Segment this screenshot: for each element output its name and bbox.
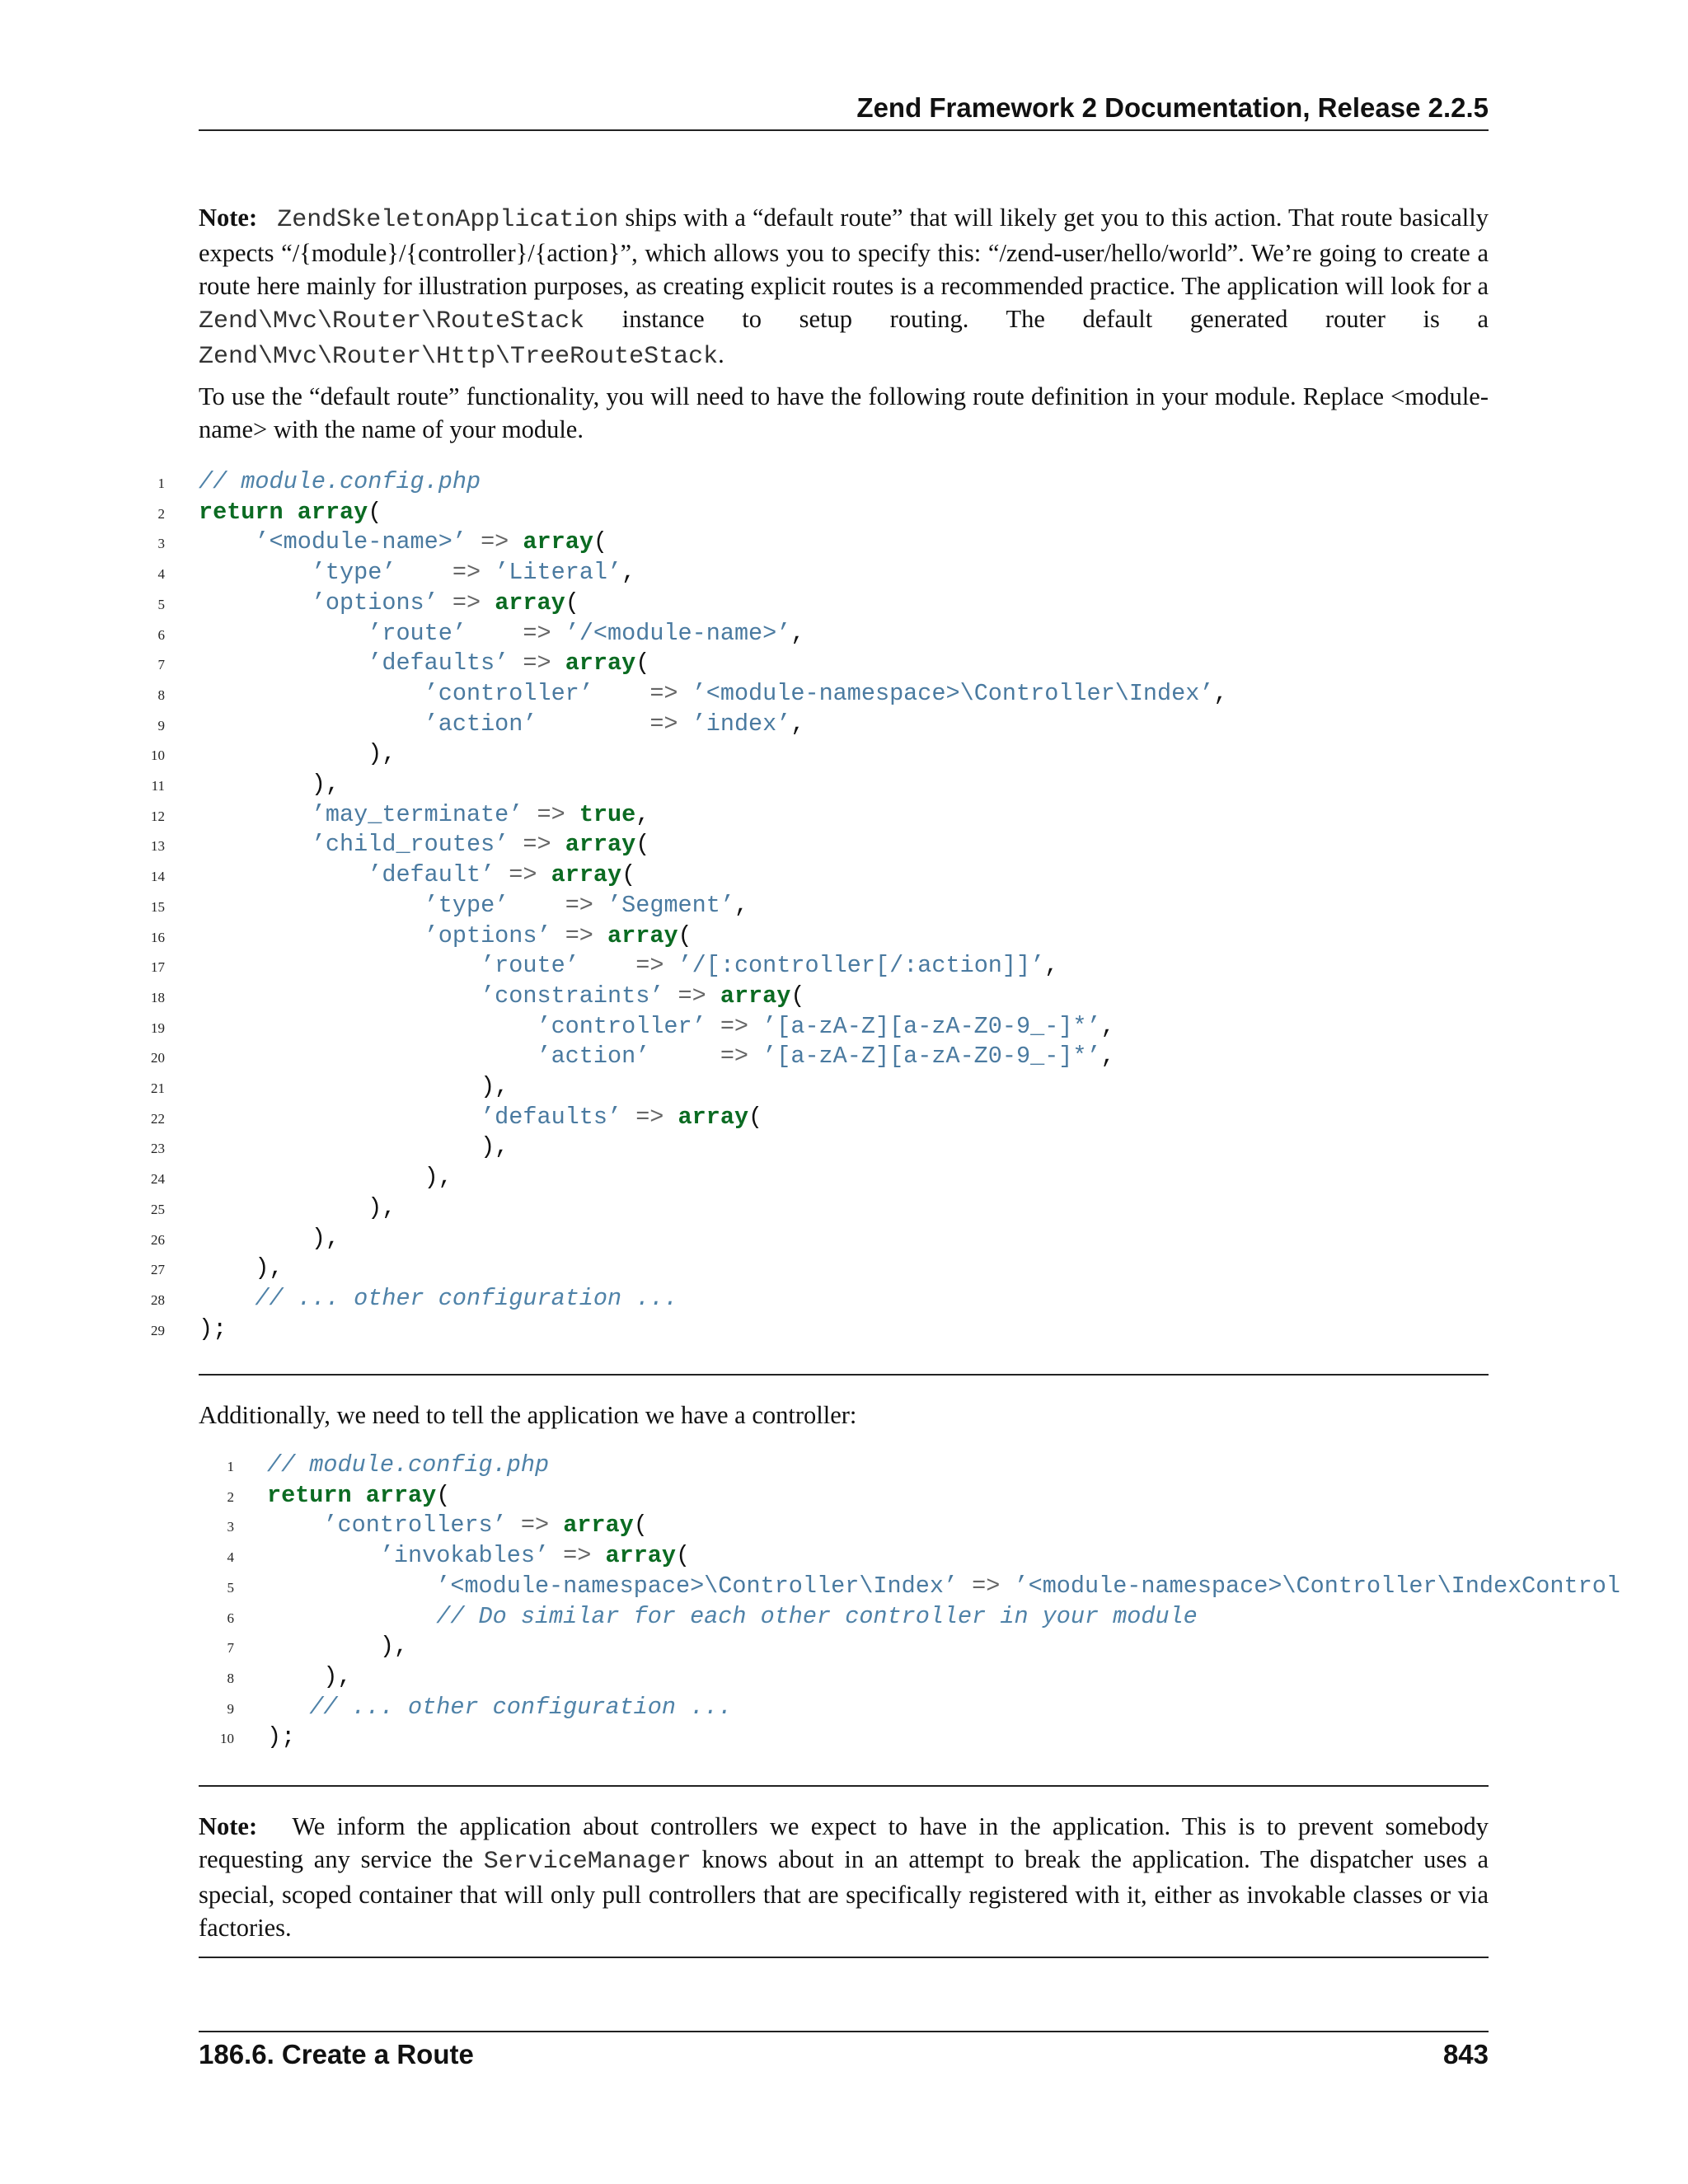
line-number: 5 <box>157 596 165 612</box>
code-text: // ... other configuration ... <box>309 1693 733 1721</box>
code-text: ’constraints’ => array( <box>481 982 805 1010</box>
code-text: ’invokables’ => array( <box>379 1542 691 1570</box>
line-number: 2 <box>227 1488 234 1505</box>
line-number: 9 <box>157 717 165 733</box>
code-text: // Do similar for each other controller in your module <box>436 1602 1198 1630</box>
code-text: ’defaults’ => array( <box>368 649 650 677</box>
code-text: ’route’ => ’/<module-name>’, <box>368 619 805 647</box>
line-number: 12 <box>151 808 165 824</box>
code-block-rule <box>199 1785 1489 1787</box>
note-text: instance to setup routing. The default generated router is a <box>621 305 1489 333</box>
code-text: ’controller’ => ’<module-namespace>\Controller\Index’, <box>424 679 1228 707</box>
line-number: 22 <box>151 1110 165 1127</box>
line-number: 17 <box>151 959 165 976</box>
code-text: ’options’ => array( <box>424 921 692 949</box>
code-text: ), <box>255 1254 284 1282</box>
code-text: ’<module-namespace>\Controller\Index’ => ’<module-namespace>\Controller\IndexControl <box>436 1572 1620 1600</box>
line-number: 6 <box>227 1610 234 1626</box>
code-text: ’defaults’ => array( <box>481 1103 763 1131</box>
code-text: ’route’ => ’/[:controller[/:action]]’, <box>481 952 1059 980</box>
footer-rule <box>199 2031 1489 2032</box>
code-text: ), <box>323 1662 352 1690</box>
line-number: 6 <box>157 626 165 643</box>
body-paragraph: To use the “default route” functionality, you will need to have the following route definition in your module. Replace <module-name> with the name of your module. <box>199 382 1489 443</box>
code-text: ’options’ => array( <box>311 588 579 616</box>
line-number: 11 <box>151 778 165 794</box>
code-text: ), <box>311 771 340 798</box>
inline-code: ZendSkeletonApplication <box>277 206 619 234</box>
note-routing <box>199 201 1489 373</box>
line-number: 1 <box>227 1459 234 1474</box>
line-number: 2 <box>157 505 165 522</box>
inline-code: Zend\Mvc\Router\Http\TreeRouteStack <box>199 343 719 371</box>
line-number: 16 <box>151 929 165 945</box>
line-number: 13 <box>151 838 165 855</box>
code-text: ’controllers’ => array( <box>323 1511 648 1540</box>
code-text: return array( <box>199 498 382 526</box>
code-text: ), <box>379 1633 409 1661</box>
line-number: 14 <box>151 869 165 885</box>
code-text: ’child_routes’ => array( <box>311 831 650 859</box>
line-number: 27 <box>151 1262 165 1278</box>
body-paragraph: Additionally, we need to tell the application we have a controller: <box>199 1401 857 1429</box>
note-text: . <box>718 340 724 368</box>
code-text: return array( <box>267 1481 451 1509</box>
running-header: Zend Framework 2 Documentation, Release 2.2.5 <box>856 92 1489 123</box>
code-text: ’<module-name>’ => array( <box>255 528 608 556</box>
note-controllers <box>199 1810 1489 1944</box>
code-block-rule <box>199 1374 1489 1376</box>
code-text: ’may_terminate’ => true, <box>311 800 650 828</box>
line-number: 15 <box>151 898 165 915</box>
code-text: ’type’ => ’Literal’, <box>311 559 636 587</box>
code-text: ’type’ => ’Segment’, <box>424 891 749 919</box>
line-number: 10 <box>220 1731 234 1747</box>
line-number: 5 <box>227 1579 234 1596</box>
code-text: ), <box>311 1224 340 1252</box>
header-rule <box>199 129 1489 131</box>
line-number: 8 <box>157 687 165 703</box>
line-number: 18 <box>151 989 165 1005</box>
line-number: 3 <box>227 1519 234 1535</box>
line-number: 4 <box>227 1549 234 1566</box>
code-text: ’controller’ => ’[a-zA-Z][a-zA-Z0-9_-]*’, <box>537 1012 1115 1040</box>
line-number: 26 <box>151 1231 165 1248</box>
line-number: 3 <box>157 536 165 552</box>
inline-code: ServiceManager <box>483 1848 692 1876</box>
code-text: ); <box>267 1723 296 1751</box>
line-number: 4 <box>157 566 165 583</box>
line-number: 25 <box>151 1201 165 1217</box>
line-number: 10 <box>151 748 165 764</box>
line-number: 7 <box>157 657 165 673</box>
inline-code: Zend\Mvc\Router\RouteStack <box>199 307 585 335</box>
note-rule <box>199 1957 1489 1958</box>
code-text: ), <box>368 1193 396 1221</box>
code-text: ), <box>481 1133 509 1161</box>
line-number: 19 <box>151 1019 165 1036</box>
line-number: 7 <box>227 1640 234 1657</box>
code-text: // module.config.php <box>199 468 481 495</box>
line-number: 20 <box>151 1050 165 1066</box>
line-number: 24 <box>151 1171 165 1188</box>
note-text: knows about in an attempt to break the application. The dispatcher uses a special, scoped container that will only pull controllers that are specifically registered with it, either as invokable classes or via factories. <box>199 1845 1489 1942</box>
code-text: ); <box>199 1315 227 1343</box>
line-number: 28 <box>151 1291 165 1308</box>
line-number: 1 <box>157 476 165 491</box>
line-number: 21 <box>151 1080 165 1096</box>
note-text: We inform the application about controllers we expect to have in the application. This is to prevent somebody requesting any service the <box>199 1812 1489 1873</box>
code-text: ), <box>368 740 396 768</box>
code-text: // ... other configuration ... <box>255 1284 678 1312</box>
code-text: ’default’ => array( <box>368 861 636 889</box>
code-text: ), <box>424 1164 452 1192</box>
page-number: 843 <box>1442 2039 1489 2069</box>
code-text: ’action’ => ’index’, <box>424 710 805 738</box>
code-text: ), <box>481 1073 509 1100</box>
note-label: Note: <box>199 1812 258 1840</box>
line-number: 23 <box>151 1141 165 1157</box>
line-number: 8 <box>227 1670 234 1686</box>
line-number: 29 <box>151 1322 165 1338</box>
footer-section-title: 186.6. Create a Route <box>199 2039 474 2069</box>
note-text: ships with a “default route” that will likely get you to this action. That route basically expects “/{module}/{controller}/{action}”, which allows you to specify this: “/zend-user/hello/world”. We’re going to create a route here mainly for illustration purposes, as creating explicit routes is a recommended practice. The application will look for a <box>199 204 1489 300</box>
code-text: // module.config.php <box>267 1451 550 1479</box>
code-text: ’action’ => ’[a-zA-Z][a-zA-Z0-9_-]*’, <box>537 1043 1115 1071</box>
note-label: Note: <box>199 204 258 232</box>
line-number: 9 <box>227 1700 234 1717</box>
